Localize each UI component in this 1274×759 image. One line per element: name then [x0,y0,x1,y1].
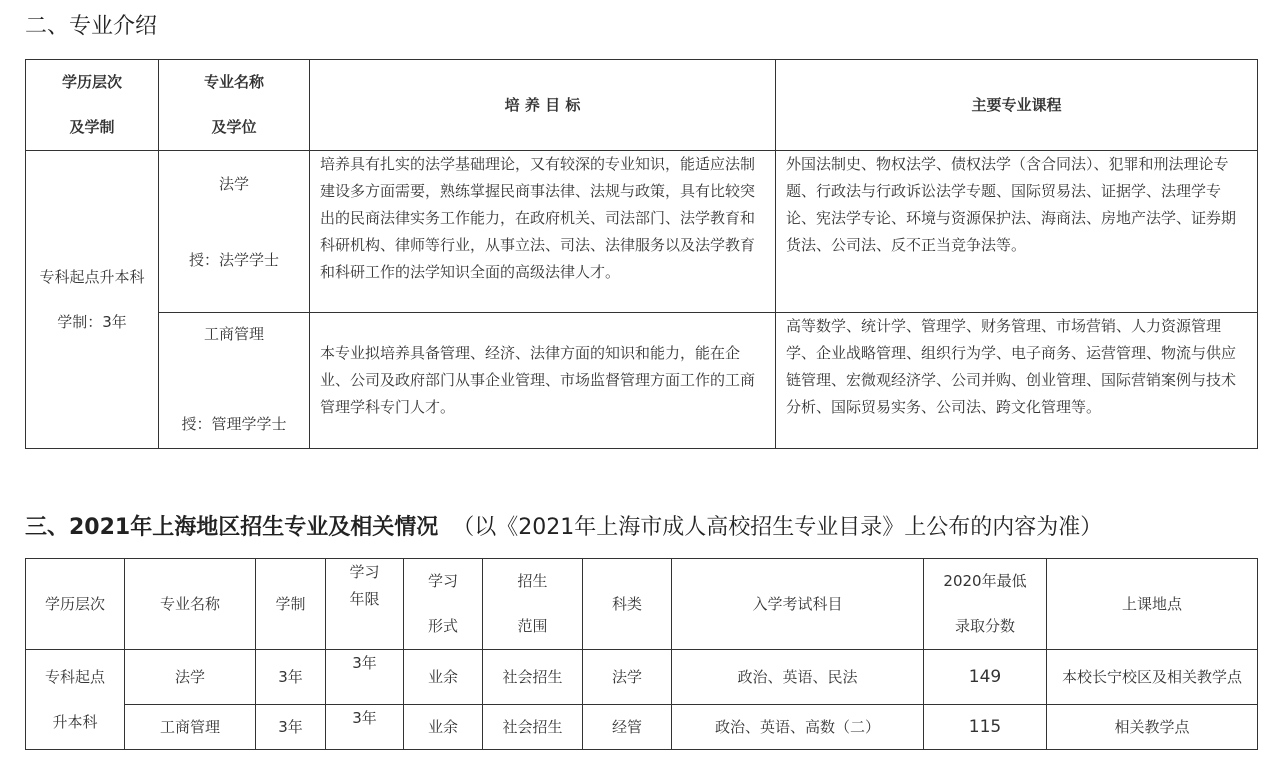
major-cell: 法学 [125,650,256,705]
goal-cell-law: 培养具有扎实的法学基础理论，又有较深的专业知识，能适应法制建设多方面需要，熟练掌握民商事法律、法规与政策，具有比较突出的民商法律实务工作能力，在政府机关、司法部门、法学教育和科研机构、律师等行业，从事立法、司法、法律服务以及法学教育和科研工作的法学知识全面的高级法律人才。 [310,151,776,313]
scope-cell: 社会招生 [483,705,583,750]
major-cell-law [159,151,310,313]
header-scope: 招生 范围 [483,559,583,650]
section3-heading: 三、2021年上海地区招生专业及相关情况 [25,515,439,540]
years-cell: 3年 [326,650,404,705]
header-courses: 主要专业课程 [776,60,1258,151]
table-row [26,313,1258,449]
mode-cell: 业余 [404,650,483,705]
major-name: 工商管理 [203,325,264,343]
level-cell: 专科起点 升本科 [26,650,125,750]
table-header-row [26,60,1258,151]
header-years: 学习 年限 [326,559,404,650]
header-goal: 培 养 目 标 [310,60,776,151]
header-score: 2020年最低 录取分数 [924,559,1047,650]
header-duration: 学制 [256,559,326,650]
table-row [26,705,1258,750]
courses-cell-law: 外国法制史、物权法学、债权法学（含合同法）、犯罪和刑法理论专题、行政法与行政诉讼法学专题、国际贸易法、证据学、法理学专论、宪法学专论、环境与资源保护法、海商法、房地产法学、证券期货法、公司法、反不正当竞争法等。 [776,151,1258,313]
duration-cell: 3年 [256,705,326,750]
major-degree: 授：管理学学士 [181,415,287,433]
category-cell: 经管 [583,705,672,750]
subjects-cell: 政治、英语、民法 [672,650,924,705]
header-level: 学历层次 及学制 [26,60,159,151]
header-level: 学历层次 [26,559,125,650]
major-intro-table [25,59,1258,449]
score-cell: 149 [924,650,1047,705]
level-cell [26,151,159,449]
major-name: 法学 [218,175,249,193]
duration-text: 学制：3年 [57,312,127,331]
location-cell: 本校长宁校区及相关教学点 [1047,650,1258,705]
location-cell: 相关教学点 [1047,705,1258,750]
table-row [26,650,1258,705]
scope-cell: 社会招生 [483,650,583,705]
duration-cell: 3年 [256,650,326,705]
major-cell: 工商管理 [125,705,256,750]
subjects-cell: 政治、英语、高数（二） [672,705,924,750]
table-header-row [26,559,1258,650]
header-category: 科类 [583,559,672,650]
header-mode: 学习 形式 [404,559,483,650]
section3-note: （以《2021年上海市成人高校招生专业目录》上公布的内容为准） [452,515,1103,540]
mode-cell: 业余 [404,705,483,750]
goal-cell-business: 本专业拟培养具备管理、经济、法律方面的知识和能力，能在企业、公司及政府部门从事企业管理、市场监督管理方面工作的工商管理学科专门人才。 [310,313,776,449]
score-cell: 115 [924,705,1047,750]
level-text: 专科起点升本科 [39,267,145,286]
major-degree: 授：法学学士 [188,251,279,269]
courses-cell-business: 高等数学、统计学、管理学、财务管理、市场营销、人力资源管理学、企业战略管理、组织行为学、电子商务、运营管理、物流与供应链管理、宏微观经济学、公司并购、创业管理、国际营销案例与技术分析、国际贸易实务、公司法、跨文化管理等。 [776,313,1258,449]
header-major: 专业名称 [125,559,256,650]
section2-title: 二、专业介绍 [25,14,158,39]
header-location: 上课地点 [1047,559,1258,650]
major-cell-business [159,313,310,449]
years-cell: 3年 [326,705,404,750]
enrollment-table [25,558,1258,750]
header-name: 专业名称 及学位 [159,60,310,151]
category-cell: 法学 [583,650,672,705]
header-subjects: 入学考试科目 [672,559,924,650]
section3-title [25,510,1102,541]
table-row [26,151,1258,313]
